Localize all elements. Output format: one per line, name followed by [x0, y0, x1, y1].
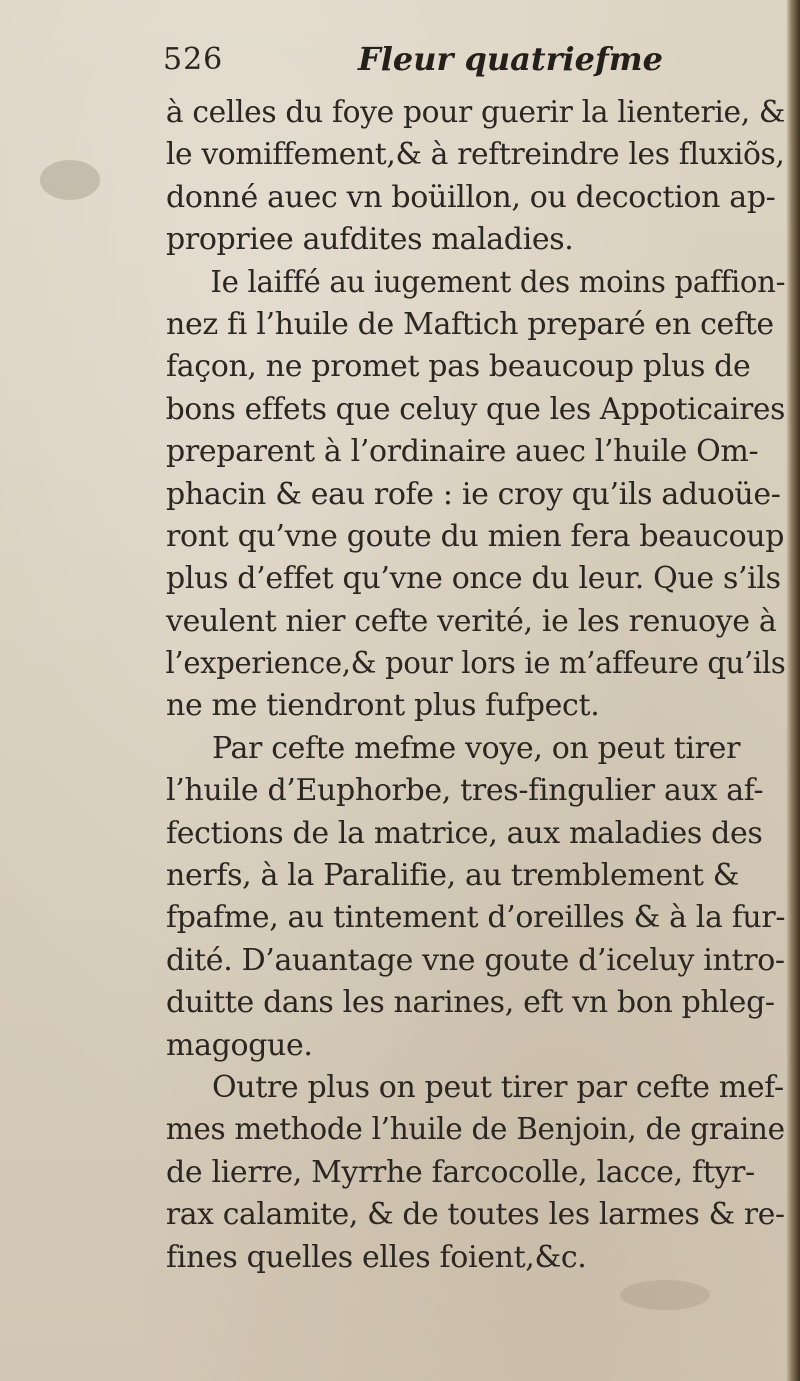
text-line: mes methode l’huile de Benjoin, de graine: [165, 1112, 785, 1148]
text-line: preparent à l’ordinaire auec l’huile Om-: [166, 434, 759, 470]
paper-stain: [620, 1280, 710, 1310]
text-line: de lierre, Myrrhe farcocolle, lacce, ftyr-: [166, 1154, 755, 1190]
text-line: ne me tiendront plus fufpect.: [166, 688, 600, 724]
paper-stain: [40, 160, 100, 200]
text-line: phacin & eau rofe : ie croy qu’ils aduoüe-: [166, 476, 781, 512]
page-header: [163, 40, 763, 86]
text-line: rax calamite, & de toutes les larmes & re-: [165, 1197, 785, 1233]
text-line: Par cefte mefme voye, on peut tirer: [212, 730, 741, 766]
text-line: l’experience,& pour lors ie m’affeure qu’ils: [165, 646, 786, 682]
text-line: Ie laiffé au iugement des moins paffion-: [210, 264, 786, 300]
text-line: fections de la matrice, aux maladies des: [166, 815, 763, 851]
text-line: nez fi l’huile de Maftich preparé en cefte: [166, 306, 774, 342]
text-line: fpafme, au tintement d’oreilles & à la fur-: [165, 900, 786, 936]
text-line: le vomiffement,& à reftreindre les fluxiõs,: [165, 137, 785, 173]
text-line: dité. D’auantage vne goute d’iceluy intro-: [166, 942, 785, 978]
text-line: propriee aufdites maladies.: [166, 222, 574, 258]
text-line: à celles du foye pour guerir la lienterie, &: [165, 95, 786, 130]
body-text: [150, 92, 785, 1279]
text-line: nerfs, à la Paralifie, au tremblement &: [166, 858, 740, 894]
text-line: donné auec vn boüillon, ou decoction ap-: [166, 179, 776, 215]
text-line: ront qu’vne goute du mien fera beaucoup: [166, 518, 785, 554]
text-line: fines quelles elles foient,&c.: [166, 1239, 587, 1275]
text-line: veulent nier cefte verité, ie les renuoye à: [166, 603, 777, 639]
text-line: duitte dans les narines, eft vn bon phleg-: [166, 985, 775, 1021]
text-line: magogue.: [166, 1027, 313, 1063]
running-head: Fleur quatriefme: [358, 40, 664, 78]
text-line: façon, ne promet pas beaucoup plus de: [166, 349, 751, 385]
text-line: plus d’effet qu’vne once du leur. Que s’ils: [166, 561, 781, 597]
text-line: bons effets que celuy que les Appoticaires: [165, 391, 785, 427]
page-number: 526: [163, 42, 224, 77]
page-edge: [786, 0, 800, 1381]
text-line: Outre plus on peut tirer par cefte mef-: [212, 1069, 784, 1105]
text-line: l’huile d’Euphorbe, tres-fingulier aux af-: [166, 773, 764, 809]
